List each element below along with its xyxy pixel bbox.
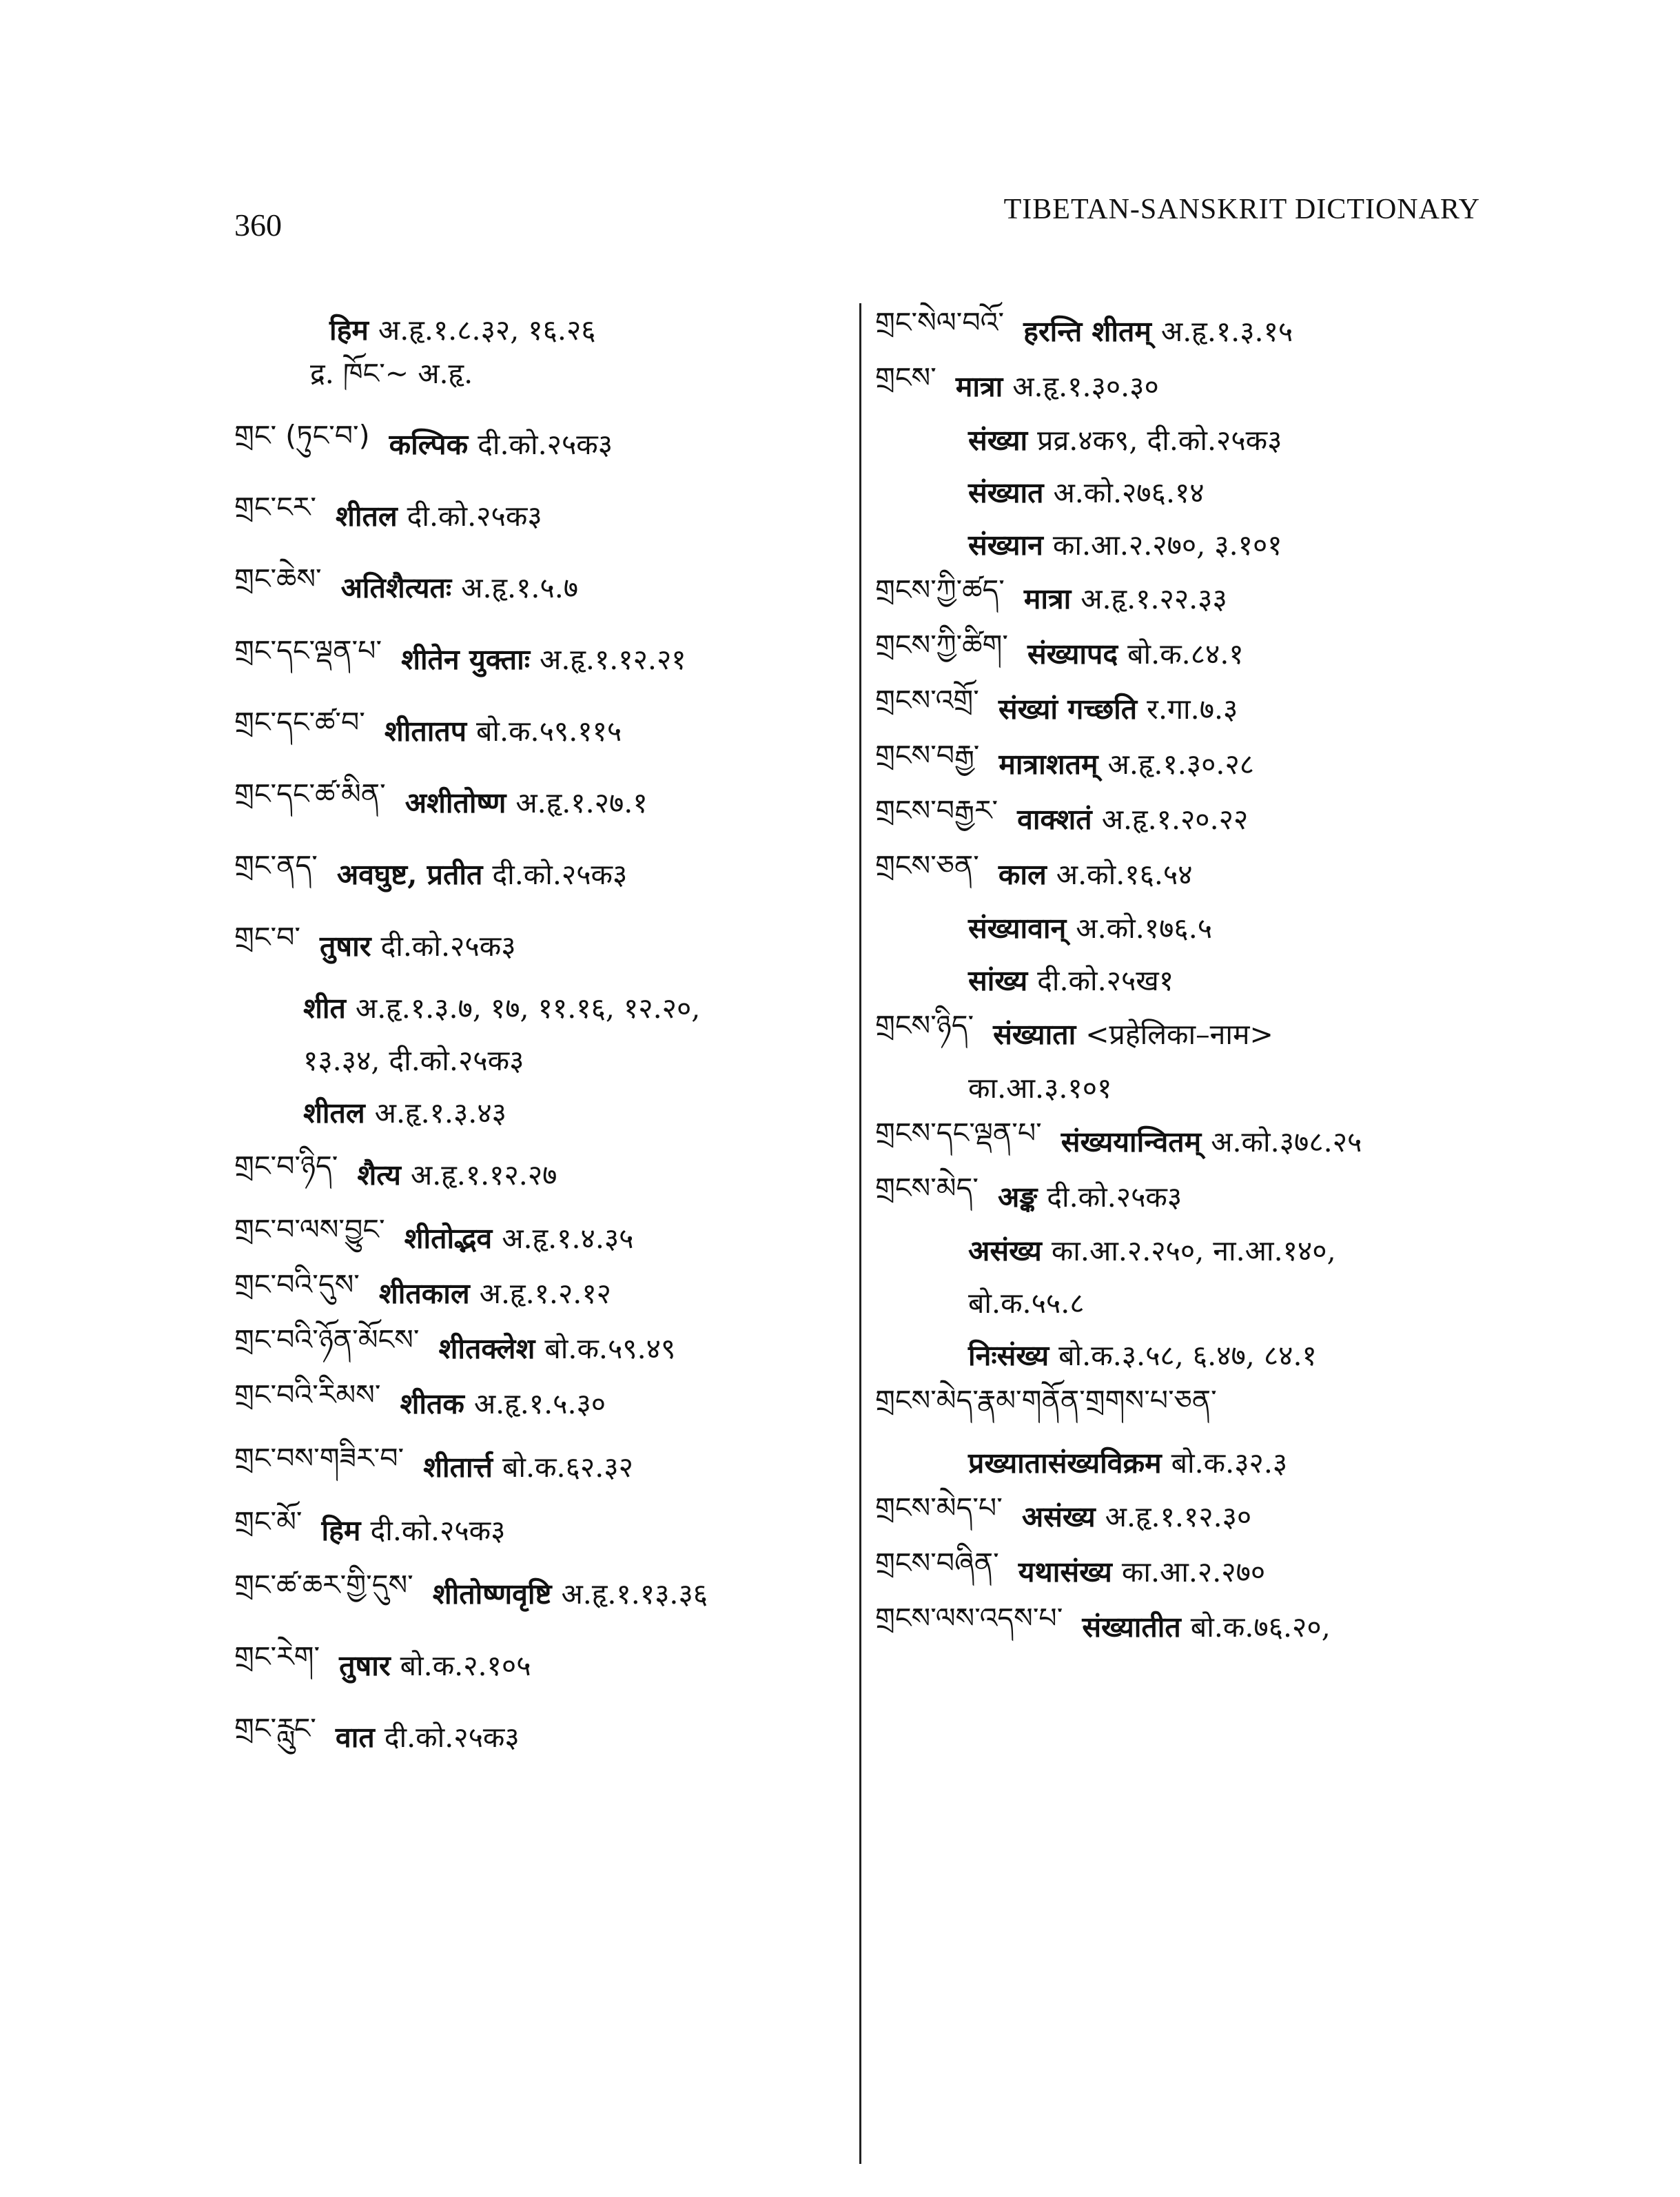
sanskrit-equivalent: शीतेन युक्ताः (401, 643, 530, 676)
source-reference: बो.क.५९.४९ (544, 1332, 676, 1365)
tibetan-headword: གྲང་ནད་ (234, 848, 318, 882)
sanskrit-equivalent: हिम (321, 1514, 361, 1547)
sanskrit-equivalent: मात्रा (955, 370, 1003, 403)
source-reference: दी.को.२५क३ (492, 858, 628, 891)
tibetan-headword: གྲང་རླུང་ (234, 1711, 316, 1745)
sanskrit-equivalent: संख्यावान् (968, 912, 1067, 945)
tibetan-headword: གྲང་དང་ཚ་མིན་ (234, 777, 386, 810)
dictionary-entry (234, 766, 841, 838)
dictionary-entry (875, 1006, 1495, 1061)
dictionary-entry (234, 981, 841, 1034)
tibetan-headword: གྲང་བའི་རིམས་ (234, 1378, 381, 1411)
source-reference: बो.क.३.५८, ६.४७, ८४.१ (1058, 1339, 1317, 1372)
sanskrit-equivalent: शैत्य (357, 1158, 401, 1192)
tibetan-headword: གྲངས་ཀྱི་ཚད་ (875, 573, 1005, 606)
tibetan-headword: གྲངས་ཉིད་ (875, 1008, 974, 1042)
source-reference: दी.को.२५क३ (370, 1514, 506, 1547)
sanskrit-equivalent: शीतक (400, 1387, 464, 1420)
sanskrit-equivalent: संख्यान (968, 529, 1043, 562)
source-reference: का.आ.२.२७०, ३.१०१ (1052, 529, 1282, 562)
source-reference: दी.को.२५ख१ (1037, 964, 1174, 997)
dictionary-entry (875, 358, 1495, 413)
left-column (234, 303, 841, 1772)
tibetan-headword: གྲངས་བརྒྱར་ (875, 793, 998, 827)
tibetan-headword: གྲངས་མེད་ (875, 1171, 979, 1205)
source-reference: अ.हृ.१.२७.१ (515, 786, 648, 819)
source-reference: बो.क.५५.८ (968, 1287, 1085, 1320)
dictionary-entry (875, 303, 1495, 358)
dictionary-entry (234, 623, 841, 695)
dictionary-entry (875, 1381, 1495, 1436)
source-reference: बो.क.३२.३ (1171, 1447, 1288, 1480)
source-reference: अ.को.३७८.२५ (1211, 1125, 1362, 1158)
sanskrit-equivalent: तुषार (339, 1649, 391, 1682)
tibetan-headword: གྲངས་བརྒྱ་ (875, 738, 980, 772)
dictionary-entry (234, 480, 841, 551)
sanskrit-equivalent: अशीतोष्ण (404, 786, 506, 819)
tibetan-headword: གྲང་སེལ་བའོ་ (875, 305, 1005, 339)
source-reference: दी.को.२५क३ (478, 428, 613, 461)
dictionary-entry (234, 838, 841, 910)
sanskrit-equivalent: तुषार (320, 930, 371, 963)
tibetan-headword: གྲང་དང་ཚ་བ་ (234, 705, 365, 739)
source-reference: अ.हृ.१.४.३५ (502, 1222, 634, 1255)
sanskrit-equivalent: शीतोष्णवृष्टि (432, 1577, 552, 1611)
tibetan-headword: གྲང་བས་གཟིར་བ་ (234, 1441, 404, 1475)
dictionary-entry (234, 408, 841, 480)
tibetan-headword: གྲང་བའི་དུས་ (234, 1267, 360, 1301)
tibetan-headword: གྲང་བ་ (234, 920, 301, 954)
source-reference: अ.हृ.१.३.७, १७, ११.१६, १२.२०, (355, 992, 701, 1025)
sanskrit-equivalent: संख्यातीत (1082, 1611, 1181, 1644)
source-reference: अ.को.२७६.१४ (1053, 476, 1205, 509)
source-reference: <प्रहेलिका–नाम> (1085, 1018, 1273, 1051)
source-reference: अ.हृ.१.१२.३० (1105, 1500, 1252, 1533)
sanskrit-equivalent: शीतकाल (378, 1277, 470, 1310)
source-reference: का.आ.२.२५०, ना.आ.१४०, (1051, 1234, 1336, 1267)
sanskrit-equivalent: संख्यापद (1027, 637, 1118, 671)
dictionary-entry (875, 1276, 1495, 1329)
sanskrit-equivalent: मात्रा (1023, 582, 1072, 615)
source-reference: दी.को.२५क३ (407, 500, 542, 533)
source-reference: का.आ.२.२७० (1121, 1555, 1266, 1588)
sanskrit-equivalent: सांख्य (968, 964, 1028, 997)
tibetan-headword: གྲང་བ་ལས་བྱུང་ (234, 1212, 385, 1246)
dictionary-entry (234, 1557, 841, 1629)
sanskrit-equivalent: शीतातप (384, 715, 467, 748)
tibetan-headword: གྲངས་ཀྱི་ཚིག་ (875, 628, 1008, 662)
right-column (875, 303, 1495, 1654)
source-reference: बो.क.५९.११५ (476, 715, 622, 748)
tibetan-headword: གྲངས་འགྲོ་ (875, 683, 979, 717)
tibetan-headword: གྲང་ངར་ (234, 490, 316, 524)
dictionary-entry (234, 1701, 841, 1772)
sanskrit-equivalent: संख्यां गच्छति (998, 693, 1138, 726)
sanskrit-equivalent: प्रख्यातासंख्यविक्रम (968, 1447, 1162, 1480)
dictionary-entry (875, 1599, 1495, 1654)
source-reference: अ.हृ.१.५.३० (473, 1387, 606, 1420)
source-reference: अ.हृ.१.३०.२८ (1107, 748, 1255, 781)
sanskrit-equivalent: शीतक्लेश (438, 1332, 535, 1365)
tibetan-headword: གྲང་ (ཏུང་བ་) (234, 418, 370, 452)
sanskrit-equivalent: संख्यात (968, 476, 1044, 509)
source-reference: अ.हृ.१.५.७ (461, 571, 579, 604)
sanskrit-equivalent: हिम (329, 314, 369, 347)
sanskrit-equivalent: संख्ययान्वितम् (1061, 1125, 1202, 1158)
source-reference: अ.हृ.१.२.१२ (479, 1277, 611, 1310)
dictionary-entry (875, 1169, 1495, 1224)
dictionary-entry (875, 1224, 1495, 1276)
sanskrit-equivalent: शीतल (303, 1096, 365, 1130)
sanskrit-equivalent: वात (335, 1721, 375, 1754)
dictionary-entry (234, 1502, 841, 1557)
dictionary-entry (234, 551, 841, 623)
dictionary-entry (875, 413, 1495, 466)
dictionary-entry (234, 695, 841, 766)
tibetan-headword: གྲངས་དང་ལྡན་པ་ (875, 1116, 1042, 1149)
source-reference: बो.क.८४.१ (1127, 637, 1244, 671)
sanskrit-equivalent: असंख्य (968, 1234, 1042, 1267)
sanskrit-equivalent: हरन्ति शीतम् (1023, 315, 1151, 348)
source-reference: अ.हृ.१.३०.३० (1012, 370, 1159, 403)
source-reference: प्रव्र.४क९, दी.को.२५क३ (1037, 424, 1282, 457)
source-reference: बो.क.२.१०५ (400, 1649, 531, 1682)
source-reference: दी.को.२५क३ (380, 930, 516, 963)
dictionary-entry (875, 901, 1495, 954)
tibetan-headword: གྲངས་མེད་པ་ (875, 1491, 1003, 1524)
source-reference: अ.हृ.१.२०.२२ (1101, 803, 1249, 836)
sanskrit-equivalent: असंख्य (1021, 1500, 1096, 1533)
sanskrit-equivalent: संख्या (968, 424, 1028, 457)
sanskrit-equivalent: शीतोद्भव (404, 1222, 493, 1255)
sanskrit-equivalent: वाक्शतं (1017, 803, 1092, 836)
source-reference: र.गा.७.३ (1147, 693, 1238, 726)
sanskrit-equivalent: अतिशैत्यतः (340, 571, 452, 604)
sanskrit-equivalent: निःसंख्य (968, 1339, 1049, 1372)
tibetan-headword: གྲང་ཚ་ཆར་གྱི་དུས་ (234, 1568, 413, 1602)
column-divider (859, 303, 861, 2164)
tibetan-headword: གྲང་བ་ཉིད་ (234, 1149, 338, 1183)
dictionary-entry (875, 846, 1495, 901)
sanskrit-equivalent: शीत (303, 992, 346, 1025)
source-reference: अ.हृ.१.२२.३३ (1080, 582, 1227, 615)
tibetan-headword: གྲངས་ (875, 360, 936, 394)
running-head: TIBETAN-SANSKRIT DICTIONARY (1003, 194, 1480, 225)
source-reference: अ.हृ.१.३.४३ (374, 1096, 506, 1130)
dictionary-entry (234, 1034, 841, 1086)
sanskrit-equivalent: शीतार्त्त (423, 1451, 493, 1484)
tibetan-headword: གྲང་དང་ལྡན་པ་ (234, 633, 382, 667)
tibetan-headword: གྲང་ཆེས་ (234, 562, 322, 595)
tibetan-headword: གྲངས་ཅན་ (875, 848, 979, 882)
source-reference: अ.को.१७६.५ (1076, 912, 1213, 945)
tibetan-headword: གྲང་རེག་ (234, 1639, 320, 1673)
sanskrit-equivalent: अवघुष्ट, प्रतीत (336, 858, 483, 891)
tibetan-headword: གྲང་བའི་ཉོན་མོངས་ (234, 1322, 420, 1356)
dictionary-entry (234, 1086, 841, 1138)
dictionary-entry (234, 1431, 841, 1502)
source-reference: अ.हृ.१.३.१५ (1160, 315, 1293, 348)
source-reference: बो.क.६२.३२ (502, 1451, 633, 1484)
tibetan-headword: གྲངས་ལས་འདས་པ་ (875, 1601, 1063, 1635)
tibetan-headword: གྲངས་བཞིན་ (875, 1546, 999, 1580)
cross-reference: द्र. ཁོང་~ अ.हृ. (310, 356, 473, 390)
source-reference: दी.को.२५क३ (1047, 1181, 1182, 1214)
page-number: 360 (234, 207, 282, 243)
sanskrit-equivalent: शीतल (335, 500, 398, 533)
dictionary-entry (234, 1629, 841, 1701)
dictionary-entry (234, 1376, 841, 1431)
sanskrit-equivalent: अङ्क (997, 1181, 1038, 1214)
source-reference: अ.हृ.१.१३.३६ (561, 1577, 708, 1611)
source-reference: का.आ.३.१०१ (968, 1072, 1112, 1105)
source-reference: १३.३४, दी.को.२५क३ (303, 1044, 524, 1077)
sanskrit-equivalent: यथासंख्य (1018, 1555, 1112, 1588)
sanskrit-equivalent: कल्पिक (389, 428, 469, 461)
dictionary-entry (875, 466, 1495, 518)
tibetan-headword: གྲང་མོ་ (234, 1504, 303, 1538)
source-reference: अ.हृ.१.१२.२१ (540, 643, 686, 676)
source-reference: दी.को.२५क३ (384, 1721, 520, 1754)
tibetan-headword: གྲངས་མེད་རྣམ་གནོན་གྲགས་པ་ཅན་ (875, 1383, 1217, 1417)
source-reference: बो.क.७६.२०, (1190, 1611, 1331, 1644)
sanskrit-equivalent: संख्याता (993, 1018, 1076, 1051)
source-reference: अ.को.१६.५४ (1056, 858, 1193, 891)
source-reference: अ.हृ.१.१२.२७ (410, 1158, 557, 1192)
source-reference: अ.हृ.१.८.३२, १६.२६ (378, 314, 596, 347)
dictionary-entry (234, 910, 841, 981)
dictionary-entry (234, 356, 841, 408)
sanskrit-equivalent: मात्राशतम् (998, 748, 1098, 781)
sanskrit-equivalent: काल (998, 858, 1047, 891)
